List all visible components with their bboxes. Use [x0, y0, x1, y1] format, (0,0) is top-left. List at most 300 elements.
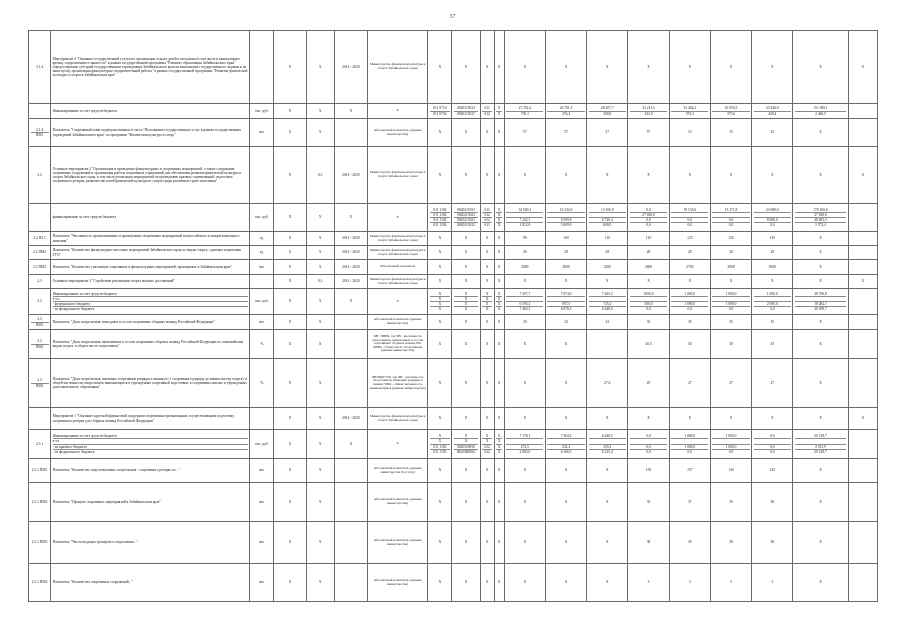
- row-weight: X: [274, 119, 306, 147]
- budget-code: X: [452, 483, 480, 522]
- table-row: [29, 359, 878, 408]
- cell-line: X: [482, 438, 492, 443]
- cell-line: 38 706,8: [814, 291, 827, 296]
- row-weight2: X: [306, 246, 334, 260]
- year-value: X: [504, 564, 545, 602]
- year-value: 30: [710, 330, 751, 359]
- year-value: [848, 564, 877, 602]
- year-value: X: [628, 408, 669, 430]
- table-row: [29, 330, 878, 359]
- budget-code: X: [452, 232, 480, 246]
- year-value: X: [848, 31, 877, 104]
- budget-code: X: [494, 260, 504, 275]
- row-period: 2014 - 2020: [334, 408, 367, 430]
- budget-code: X: [494, 522, 504, 564]
- cell-line: X: [497, 307, 501, 312]
- year-value: [628, 430, 669, 459]
- year-value: 39: [669, 522, 710, 564]
- year-value: [628, 289, 669, 315]
- year-value: X: [793, 483, 848, 522]
- budget-code: X: [452, 330, 480, 359]
- budget-code: [428, 430, 452, 459]
- year-value: 27: [752, 359, 793, 408]
- budget-code: [494, 289, 504, 315]
- cell-line: 232,2: [547, 444, 584, 449]
- cell-line: 2 863,0: [506, 449, 543, 454]
- year-value: X: [669, 31, 710, 104]
- budget-code: X: [480, 31, 494, 104]
- row-name: Показатель "Количество спортивных сооружений...": [51, 564, 250, 602]
- row-weight: X: [274, 260, 306, 275]
- budget-code: X: [428, 564, 452, 602]
- year-value: 120: [628, 232, 669, 246]
- year-value: [545, 289, 586, 315]
- row-period: 2014 - 2020: [334, 260, 367, 275]
- year-value: X: [793, 564, 848, 602]
- year-value: X: [545, 459, 586, 483]
- cell-line: 957,5: [547, 301, 584, 306]
- year-value: 28: [710, 246, 751, 260]
- cell-line: X: [497, 434, 501, 439]
- year-value: X: [793, 408, 848, 430]
- row-code: 2.3.1 ПМ2: [29, 483, 51, 522]
- cell-line: ПМ1: [31, 132, 49, 137]
- row-name: Основное мероприятие 3 "Содействие реализации спорта высших достижений": [51, 275, 250, 289]
- cell-line: 0,0: [630, 444, 667, 449]
- year-value: 28: [545, 246, 586, 260]
- budget-code: X: [452, 260, 480, 275]
- table-row: [29, 204, 878, 232]
- cell-line: 27 252,2: [518, 106, 532, 111]
- budget-code: X: [428, 408, 452, 430]
- row-weight2: X: [306, 564, 334, 602]
- row-weight: X: [274, 315, 306, 330]
- budget-code: X: [428, 459, 452, 483]
- cell-line: - из федерального бюджета: [53, 306, 248, 311]
- year-value: 145: [752, 459, 793, 483]
- year-value: 125: [669, 232, 710, 246]
- cell-line: 500,0: [630, 301, 667, 306]
- year-value: 35: [710, 315, 751, 330]
- year-value: X: [710, 275, 751, 289]
- year-value: [710, 289, 751, 315]
- row-code: [29, 408, 51, 430]
- row-period: [334, 483, 367, 522]
- budget-code: X: [428, 232, 452, 246]
- year-value: 27,6: [587, 359, 628, 408]
- cell-line: 6 125,4: [589, 449, 626, 454]
- row-code: 2.2 ПМ3: [29, 260, 51, 275]
- year-value: 27: [669, 359, 710, 408]
- budget-code: X: [494, 359, 504, 408]
- row-code: [29, 204, 51, 232]
- budget-code: X: [480, 232, 494, 246]
- row-name: Показатель "Число ведущих тренеров и спортсменов...": [51, 522, 250, 564]
- cell-line: 612: [482, 217, 492, 222]
- cell-line: 7 178,1: [519, 434, 531, 439]
- row-name: Показатель "Спортивный охват подведомственных в части "Исполнение государственных услуг в рамках государственных учреждений Забайкальского края" по программе "Физическая культура и спорт": [51, 119, 250, 147]
- row-executor: X: [367, 289, 427, 315]
- row-executor: Абсолютный показатель (данные министерства): [367, 315, 427, 330]
- year-value: [545, 430, 586, 459]
- cell-line: X: [497, 111, 501, 116]
- year-value: [587, 289, 628, 315]
- cell-line: 2 013,9: [795, 444, 846, 449]
- row-unit: ед.: [250, 246, 274, 260]
- year-value: [848, 246, 877, 260]
- row-unit: чел.: [250, 564, 274, 602]
- row-weight2: X: [306, 459, 334, 483]
- budget-code: [494, 204, 504, 232]
- cell-line: 0,0: [671, 222, 708, 227]
- year-value: 30: [669, 330, 710, 359]
- year-value: [710, 204, 751, 232]
- row-code: 2.2 П3.1: [29, 232, 51, 246]
- cell-line: 2.3: [37, 378, 42, 383]
- cell-line: 1 812,8: [506, 222, 543, 227]
- year-value: 3: [752, 564, 793, 602]
- budget-code: X: [494, 232, 504, 246]
- year-value: 3: [628, 564, 669, 602]
- cell-line: 6 720,4: [589, 217, 626, 222]
- row-unit: [250, 408, 274, 430]
- row-name: Показатель "Доля спортсменов, включенных в состав спортивных сборных команд Российской Федерации по олимпийским видам спорта, в общем числе спортсменов": [51, 330, 250, 359]
- year-value: 157: [669, 459, 710, 483]
- year-value: X: [793, 119, 848, 147]
- cell-line: 0820115023: [457, 106, 475, 111]
- table-row: [29, 260, 878, 275]
- row-executor: ЧВ/ЧВО*100, где ЧВ - численность спортсменов, имеющих разряды и звания; ЧВО - общая численность занимающихся (данные министерства): [367, 359, 427, 408]
- row-code: 2.2: [29, 147, 51, 204]
- year-value: 28: [628, 246, 669, 260]
- year-value: 57: [628, 119, 669, 147]
- table-row: [29, 315, 878, 330]
- cell-line: ПМ2: [31, 344, 49, 349]
- year-value: [752, 289, 793, 315]
- year-value: X: [752, 408, 793, 430]
- row-executor: Абсолютный показатель (данные министерства): [367, 564, 427, 602]
- budget-code: X: [494, 275, 504, 289]
- year-value: 57: [587, 119, 628, 147]
- cell-line: 1 000,0: [684, 434, 696, 439]
- year-value: X: [504, 147, 545, 204]
- cell-line: 19 133,6: [683, 207, 697, 212]
- budget-code: X: [494, 315, 504, 330]
- year-value: 2000: [504, 260, 545, 275]
- cell-line: 20 318,7: [795, 449, 846, 454]
- year-value: [545, 104, 586, 119]
- row-code: [29, 315, 51, 330]
- row-executor: Абсолютный показатель (данные министерства): [367, 119, 427, 147]
- year-value: 20,5: [628, 330, 669, 359]
- row-executor: Абсолютный показатель (данные министерства Росстата): [367, 459, 427, 483]
- row-weight2: X: [306, 119, 334, 147]
- year-value: X: [793, 459, 848, 483]
- year-value: X: [504, 408, 545, 430]
- cell-line: 170 166,6: [813, 207, 828, 212]
- row-name: Показатель "Доля спортсменов, имеющих спортивные разряды и звания (от 1 спортивного разряда до звания мастер спорта), в общей численности спортсменов занимающихся в учреждениях спортивной подготовки, в спортивных школах и учреждениях дополнительного образования": [51, 359, 250, 408]
- year-value: 2600: [628, 260, 669, 275]
- row-weight2: X: [306, 330, 334, 359]
- year-value: [848, 289, 877, 315]
- year-value: [628, 204, 669, 232]
- cell-line: 0,0: [630, 222, 667, 227]
- row-executor: X: [367, 104, 427, 119]
- cell-line: 1 000,0: [725, 434, 737, 439]
- year-value: X: [710, 147, 751, 204]
- budget-code: X: [452, 119, 480, 147]
- cell-line: 6 448,0: [589, 306, 626, 311]
- cell-line: X: [497, 207, 501, 212]
- year-value: 39: [710, 483, 751, 522]
- cell-line: 0820215021: [454, 217, 478, 222]
- row-code: 2.3.1 ПМ3: [29, 522, 51, 564]
- row-name: Показатель "Количество подготовленных спортсменов - спортивного резерва по ...": [51, 459, 250, 483]
- row-unit: тыс. руб.: [250, 289, 274, 315]
- row-unit: [250, 31, 274, 104]
- year-value: 38: [752, 522, 793, 564]
- budget-code: [452, 430, 480, 459]
- budget-code: X: [428, 483, 452, 522]
- row-name: [51, 430, 250, 459]
- row-name: Показатель "Доля спортсменов, вошедших в состав спортивных сборных команд Российской Федерации": [51, 315, 250, 330]
- cell-line: 612: [482, 444, 492, 449]
- row-unit: чел.: [250, 483, 274, 522]
- page-number: 37: [449, 14, 456, 20]
- budget-code: X: [452, 275, 480, 289]
- cell-line: 612: [482, 212, 492, 217]
- cell-line: 611: [484, 207, 490, 212]
- year-value: [793, 204, 848, 232]
- row-weight2: X: [306, 522, 334, 564]
- cell-line: 612: [482, 449, 492, 454]
- row-weight: X: [274, 430, 306, 459]
- cell-line: 1 000,0: [671, 444, 708, 449]
- year-value: X: [504, 330, 545, 359]
- row-period: [334, 522, 367, 564]
- cell-line: X: [485, 291, 489, 296]
- budget-code: [452, 104, 480, 119]
- year-value: [587, 330, 628, 359]
- row-weight2: 0,3: [306, 275, 334, 289]
- year-value: X: [628, 31, 669, 104]
- year-value: [752, 104, 793, 119]
- year-value: 32: [545, 315, 586, 330]
- year-value: 38: [628, 522, 669, 564]
- cell-line: 1000,0: [643, 291, 654, 296]
- year-value: 90: [504, 232, 545, 246]
- cell-line: 0,0: [630, 217, 667, 222]
- budget-code: X: [428, 330, 452, 359]
- cell-line: 26 781,5: [559, 106, 573, 111]
- row-executor: X: [367, 204, 427, 232]
- row-executor: X: [367, 430, 427, 459]
- budget-code: [480, 204, 494, 232]
- row-code: [29, 330, 51, 359]
- budget-code: X: [452, 459, 480, 483]
- year-value: [587, 104, 628, 119]
- budget-code: [452, 289, 480, 315]
- cell-line: 1 000,0: [766, 291, 778, 296]
- row-weight2: X: [306, 289, 334, 315]
- year-value: X: [669, 147, 710, 204]
- cell-line: 32 404,2: [683, 106, 697, 111]
- year-value: X: [628, 147, 669, 204]
- budget-code: X: [480, 408, 494, 430]
- budget-code: [480, 430, 494, 459]
- cell-line: 32 213,5: [642, 106, 655, 111]
- row-weight: X: [274, 408, 306, 430]
- year-value: [504, 204, 545, 232]
- row-period: X: [334, 204, 367, 232]
- row-weight: X: [274, 359, 306, 408]
- year-value: 130: [752, 232, 793, 246]
- cell-line: 0820215023: [454, 212, 478, 217]
- year-value: [848, 104, 877, 119]
- cell-line: 0,0: [712, 217, 749, 222]
- year-value: 15: [710, 119, 751, 147]
- year-value: 38: [710, 522, 751, 564]
- year-value: [710, 430, 751, 459]
- year-value: 15: [669, 119, 710, 147]
- cell-line: 2 000,0: [754, 301, 791, 306]
- cell-line: 600,0: [589, 222, 626, 227]
- cell-line: 0820115027: [454, 111, 478, 116]
- budget-code: X: [480, 564, 494, 602]
- year-value: 25: [628, 359, 669, 408]
- row-weight: X: [274, 330, 306, 359]
- row-unit: чел.: [250, 260, 274, 275]
- year-value: X: [793, 330, 848, 359]
- budget-code: X: [480, 275, 494, 289]
- budget-code: X: [452, 31, 480, 104]
- year-value: 3: [710, 564, 751, 602]
- table-row: [29, 408, 878, 430]
- cell-line: X: [482, 296, 492, 301]
- cell-line: 7 625,2: [601, 291, 613, 296]
- cell-line: 15 271,8: [724, 207, 738, 212]
- cell-line: 250,2: [589, 444, 626, 449]
- year-value: X: [545, 359, 586, 408]
- budget-code: X: [480, 330, 494, 359]
- cell-line: 8 000,0: [754, 217, 791, 222]
- year-value: 38: [752, 483, 793, 522]
- cell-line: Финансирование за счет средств бюджета: [52, 291, 117, 296]
- row-weight: X: [274, 564, 306, 602]
- cell-line: 0,0: [770, 434, 775, 439]
- cell-line: 0,0: [630, 449, 667, 454]
- year-value: [848, 232, 877, 246]
- year-value: 2900: [710, 260, 751, 275]
- cell-line: 011 1102: [430, 222, 450, 227]
- row-period: X: [334, 430, 367, 459]
- year-value: X: [545, 483, 586, 522]
- cell-line: X: [497, 302, 501, 306]
- year-value: 27: [710, 359, 751, 408]
- year-value: X: [545, 31, 586, 104]
- row-weight: X: [274, 275, 306, 289]
- budget-code: X: [480, 246, 494, 260]
- cell-line: 16 935,5: [724, 106, 738, 111]
- year-value: X: [504, 522, 545, 564]
- cell-line: 0,0: [646, 207, 651, 212]
- row-unit: чел.: [250, 119, 274, 147]
- table-row: [29, 246, 878, 260]
- row-code: 2.3.1: [29, 430, 51, 459]
- row-weight2: X: [306, 31, 334, 104]
- year-value: 3: [669, 564, 710, 602]
- year-value: [848, 119, 877, 147]
- cell-line: X: [454, 306, 478, 311]
- row-weight: X: [274, 483, 306, 522]
- budget-code: X: [452, 147, 480, 204]
- cell-line: 342,0: [630, 111, 667, 116]
- year-value: X: [587, 31, 628, 104]
- year-value: 32: [587, 315, 628, 330]
- cell-line: X: [454, 301, 478, 306]
- cell-line: 1 000,0: [671, 301, 708, 306]
- year-value: 35: [628, 483, 669, 522]
- table-row: [29, 119, 878, 147]
- year-value: X: [504, 31, 545, 104]
- cell-line: 0,0: [712, 306, 749, 311]
- table-row: [29, 31, 878, 104]
- cell-line: 2.3: [37, 317, 42, 322]
- cell-line: 2 446,5: [795, 111, 846, 116]
- budget-code: X: [428, 119, 452, 147]
- table-row: [29, 430, 878, 459]
- year-value: X: [669, 275, 710, 289]
- cell-line: 1 000,0: [712, 444, 749, 449]
- year-value: X: [848, 275, 877, 289]
- budget-code: X: [428, 315, 452, 330]
- row-unit: тыс. руб.: [250, 104, 274, 119]
- year-value: 2000: [545, 260, 586, 275]
- cell-line: X: [454, 296, 478, 301]
- year-value: X: [504, 459, 545, 483]
- year-value: 35: [669, 315, 710, 330]
- year-value: [504, 430, 545, 459]
- row-code: 2.2 ПМ2: [29, 246, 51, 260]
- cell-line: в т.ч.: [53, 438, 248, 443]
- year-value: X: [545, 275, 586, 289]
- year-value: X: [504, 359, 545, 408]
- year-value: X: [587, 564, 628, 602]
- cell-line: 0,0: [754, 222, 791, 227]
- cell-line: 011 0714: [433, 106, 447, 111]
- cell-line: 23 680,0: [765, 207, 779, 212]
- row-name: Показатель "Количество физкультурно-массовых мероприятий Забайкальского края по видам спорта, сдающих нормативы ГТО": [51, 246, 250, 260]
- cell-line: 0,0: [630, 306, 667, 311]
- year-value: 28: [669, 246, 710, 260]
- year-value: X: [793, 246, 848, 260]
- table-row: [29, 275, 878, 289]
- year-value: [848, 204, 877, 232]
- budget-code: X: [494, 564, 504, 602]
- budget-code: X: [480, 359, 494, 408]
- row-executor: ЧВ / ЧВРК, где ЧВ - численность спортсменов, включенных в состав спортивных сборных команд РФ; ЧВРК - общее число спортсменов (данные министерства): [367, 330, 427, 359]
- year-value: [504, 104, 545, 119]
- year-value: 2700: [669, 260, 710, 275]
- year-value: 35: [752, 330, 793, 359]
- cell-line: 0,0: [754, 449, 791, 454]
- cell-line: 151 388,1: [813, 106, 828, 111]
- year-value: [793, 104, 848, 119]
- budget-code: X: [428, 147, 452, 204]
- budget-code: X: [494, 119, 504, 147]
- row-unit: %: [250, 330, 274, 359]
- cell-line: 011 1103: [430, 449, 450, 454]
